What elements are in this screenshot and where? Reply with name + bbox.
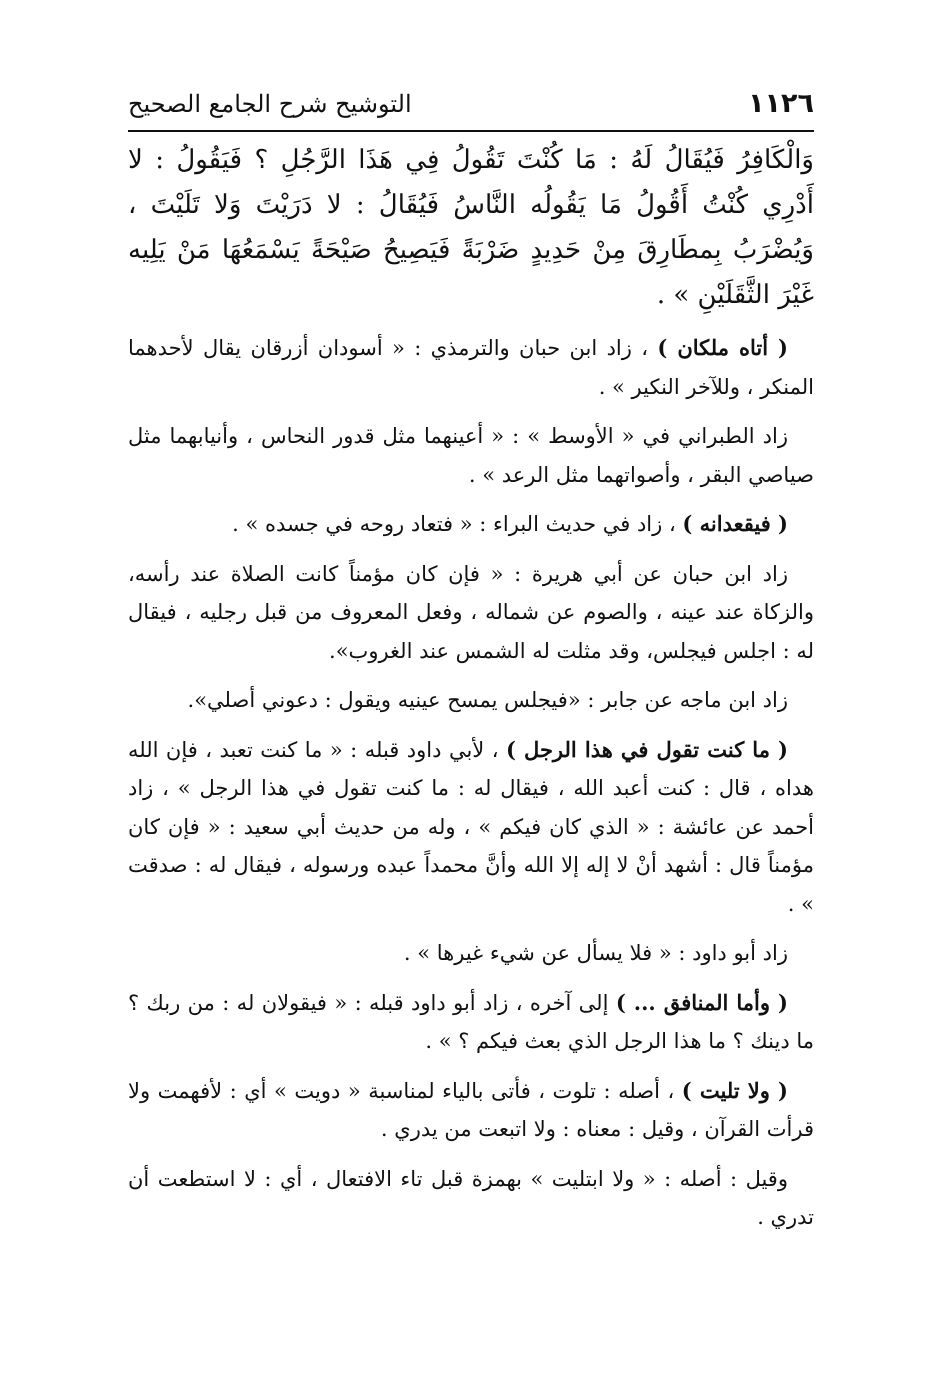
header-rule: [128, 130, 814, 132]
commentary-paragraph: [128, 1072, 814, 1149]
paragraph-text: زاد أبو داود : « فلا يسأل عن شيء غيرها » .: [403, 941, 788, 965]
paragraph-text: وقيل : أصله : « ولا ابتليت » بهمزة قبل تاء الافتعال ، أي : لا استطعت أن تدري .: [128, 1166, 814, 1229]
lemma: ( ولا تليت ): [681, 1077, 788, 1103]
commentary-paragraph: [128, 555, 814, 671]
commentary-paragraph: [128, 417, 814, 494]
commentary-paragraph: [128, 505, 814, 544]
running-title: التوشيح شرح الجامع الصحيح: [128, 90, 412, 118]
commentary-paragraph: [128, 1160, 814, 1237]
commentary-paragraph: [128, 329, 814, 406]
commentary-paragraph: [128, 984, 814, 1061]
paragraph-text: ، زاد ابن حبان والترمذي : « أسودان أزرقان يقال لأحدهما المنكر ، وللآخر النكير » .: [128, 336, 814, 399]
lemma: ( ما كنت تقول في هذا الرجل ): [506, 736, 788, 762]
paragraph-text: زاد ابن حبان عن أبي هريرة : « فإن كان مؤمناً كانت الصلاة عند رأسه، والزكاة عند عينه ، والصوم عن شماله ، وفعل المعروف من قبل رجليه ، فيقال له : اجلس فيجلس، وقد مثلت له الشمس عند الغروب».: [128, 561, 814, 663]
commentary-paragraph: [128, 681, 814, 720]
paragraph-text: زاد ابن ماجه عن جابر : «فيجلس يمسح عينيه ويقول : دعوني أصلي».: [187, 688, 788, 712]
paragraph-text: زاد الطبراني في « الأوسط » : « أعينهما مثل قدور النحاس ، وأنيابهما مثل صياصي البقر ، وأصواتهما مثل الرعد » .: [128, 424, 814, 487]
commentary-paragraph: [128, 934, 814, 973]
paragraph-text: إلى آخره ، زاد أبو داود قبله : « فيقولان له : من ربك ؟ ما دينك ؟ ما هذا الرجل الذي بعث فيكم ؟ » .: [128, 990, 814, 1053]
page-number: ١١٢٦: [748, 88, 814, 119]
paragraph-text: ، زاد في حديث البراء : « فتعاد روحه في جسده » .: [232, 512, 683, 536]
lemma: ( فيقعدانه ): [682, 511, 788, 536]
page-body: [128, 138, 814, 1237]
paragraph-text: ، أصله : تلوت ، فأتى بالياء لمناسبة « دويت » أي : لأفهمت ولا قرأت القرآن ، وقيل : معناه : ولا اتبعت من يدري .: [128, 1078, 814, 1141]
commentary-paragraph: [128, 731, 814, 924]
paragraph-text: ، لأبي داود قبله : « ما كنت تعبد ، فإن الله هداه ، قال : كنت أعبد الله ، فيقال له : ما كنت تقول في هذا الرجل » ، زاد أحمد عن عائشة : « الذي كان فيكم » ، وله من حديث أبي سعيد : « فإن كان مؤمناً قال : أشهد أنْ لا إله إلا الله وأنَّ محمداً عبده ورسوله ، فيقال له : صدقت » .: [128, 737, 814, 916]
lemma: ( أتاه ملكان ): [657, 335, 788, 360]
page-header: [128, 88, 814, 128]
hadith-text: وَالْكَافِرُ فَيُقَالُ لَهُ : مَا كُنْتَ تَقُولُ فِي هَذَا الرَّجُلِ ؟ فَيَقُولُ : لا أَدْرِي كُنْتُ أَقُولُ مَا يَقُولُه النَّاسُ فَيُقَالُ : لا دَرَيْتَ وَلا تَلَيْتَ ، وَيُضْرَبُ بِمطَارِقَ مِنْ حَدِيدٍ ضَرْبَةً فَيَصِيحُ صَيْحَةً يَسْمَعُهَا مَنْ يَلِيه غَيْرَ الثَّقَلَيْنِ » .: [128, 145, 814, 310]
lemma: ( وأما المنافق ... ): [615, 989, 788, 1015]
